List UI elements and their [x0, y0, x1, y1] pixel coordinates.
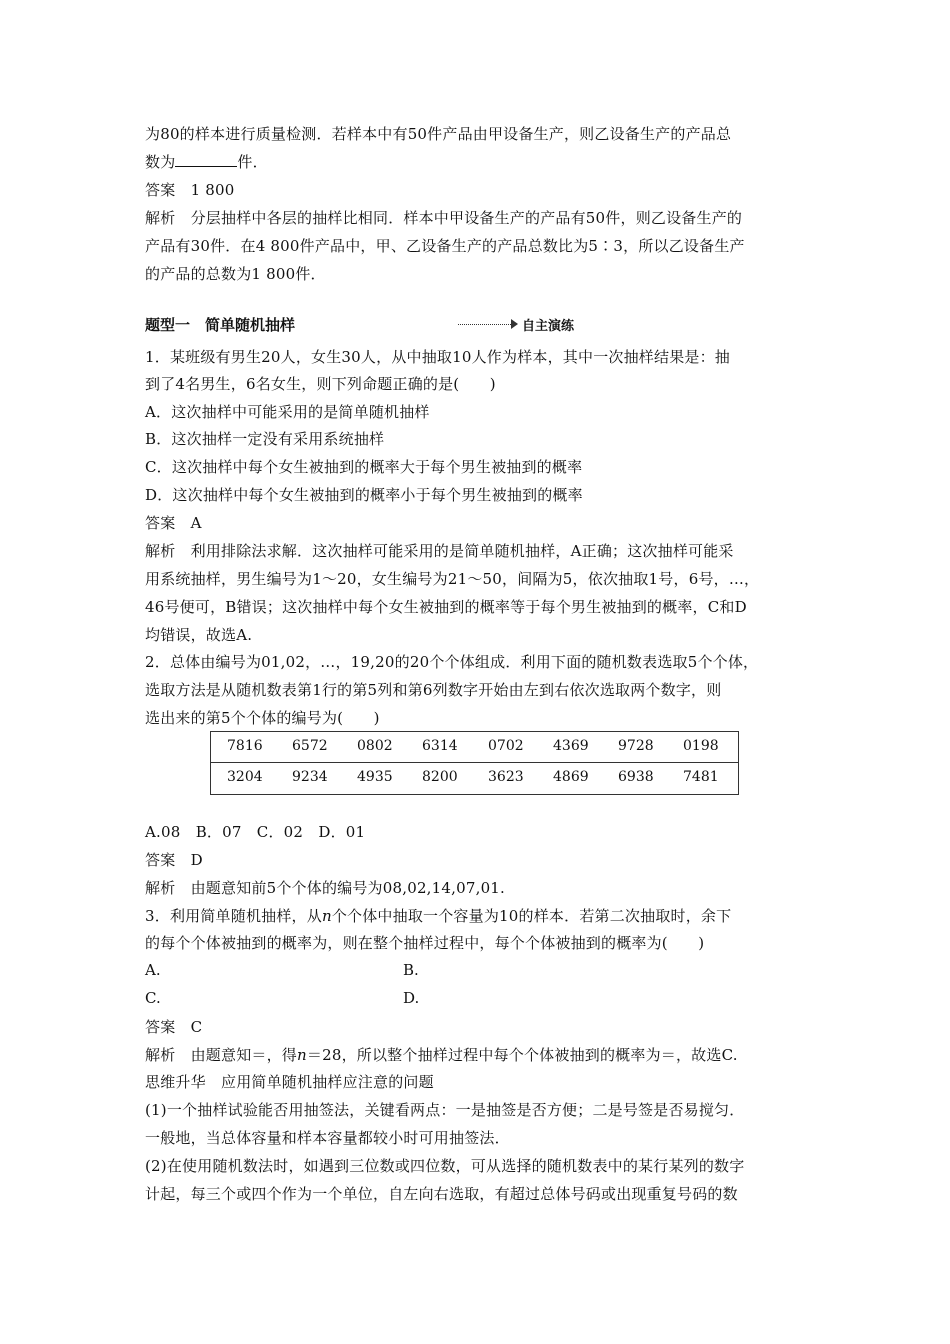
q1-answer: 答案 A: [145, 514, 202, 532]
q2-answer: 答案 D: [145, 851, 203, 869]
table-cell: 4369: [553, 738, 589, 754]
section-title: 题型一 简单随机抽样: [145, 316, 296, 334]
q3-stem-2: 的每个个体被抽到的概率为，则在整个抽样过程中，每个个体被抽到的概率为( ): [145, 934, 705, 952]
table-cell: 0702: [488, 738, 524, 754]
q1-option-d: D．这次抽样中每个女生被抽到的概率小于每个男生被抽到的概率: [145, 486, 583, 504]
q3-answer: 答案 C: [145, 1018, 203, 1036]
q3-option-a: A.: [145, 961, 161, 979]
table-cell: 0802: [357, 738, 393, 754]
arrow-head-icon: [511, 319, 518, 329]
table-cell: 4935: [357, 769, 393, 785]
q2-stem-2: 选取方法是从随机数表第1行的第5列和第6列数字开始由左到右依次选取两个数字，则: [145, 681, 722, 699]
table-cell: 6938: [618, 769, 654, 785]
q3-option-c: C.: [145, 989, 161, 1007]
q1-stem-2: 到了4名男生，6名女生，则下列命题正确的是( ): [145, 375, 496, 393]
table-cell: 8200: [422, 769, 458, 785]
tips-p1-line-2: 一般地，当总体容量和样本容量都较小时可用抽签法．: [145, 1129, 510, 1147]
intro-answer: 答案 1 800: [145, 181, 235, 199]
q3-var-n: n: [321, 907, 332, 925]
random-number-table: [210, 731, 739, 795]
tips-p2-line-1: (2)在使用随机数法时，如遇到三位数或四位数，可从选择的随机数表中的某行某列的数字: [145, 1157, 745, 1175]
table-cell: 4869: [553, 769, 589, 785]
table-cell: 6314: [422, 738, 458, 754]
q3-analysis: [145, 1045, 815, 1065]
table-cell: 6572: [292, 738, 328, 754]
dotted-arrow-line: [458, 324, 513, 325]
q1-stem-1: 1．某班级有男生20人，女生30人，从中抽取10人作为样本，其中一次抽样结果是：抽: [145, 348, 731, 366]
intro-analysis-2: 产品有30件．在4 800件产品中，甲、乙设备生产的产品总数比为5∶3，所以乙设备生产: [145, 237, 745, 255]
table-cell: 9728: [618, 738, 654, 754]
table-cell: 3204: [227, 769, 263, 785]
q1-analysis-3: 46号便可，B错误；这次抽样中每个女生被抽到的概率等于每个男生被抽到的概率，C和D: [145, 598, 747, 616]
table-row: [211, 732, 738, 763]
table-cell: 7481: [683, 769, 719, 785]
table-cell: 0198: [683, 738, 719, 754]
intro-line-2: [145, 152, 815, 172]
q3-option-b: B.: [403, 961, 419, 979]
answer-blank: [175, 152, 237, 167]
q3-analysis-b: ＝28，所以整个抽样过程中每个个体被抽到的概率为＝，故选C.: [306, 1046, 738, 1064]
tips-p2-line-2: 计起，每三个或四个作为一个单位，自左向右选取，有超过总体号码或出现重复号码的数: [145, 1185, 738, 1203]
table-row: [211, 763, 738, 793]
q2-options: A.08 B．07 C．02 D．01: [145, 823, 366, 841]
intro-analysis-1: 解析 分层抽样中各层的抽样比相同．样本中甲设备生产的产品有50件，则乙设备生产的: [145, 209, 743, 227]
q1-option-a: A．这次抽样中可能采用的是简单随机抽样: [145, 403, 430, 421]
section-heading: [145, 314, 575, 336]
q3-analysis-a: 解析 由题意知＝，得: [145, 1046, 298, 1064]
q1-analysis-4: 均错误，故选A.: [145, 626, 253, 644]
q2-analysis: 解析 由题意知前5个个体的编号为08,02,14,07,01.: [145, 879, 506, 897]
q3-option-d: D.: [403, 989, 420, 1007]
intro-line-1: 为80的样本进行质量检测．若样本中有50件产品由甲设备生产，则乙设备生产的产品总: [145, 125, 732, 143]
q3-stem-1a: 3．利用简单随机抽样，从: [145, 907, 322, 925]
q1-option-b: B．这次抽样一定没有采用系统抽样: [145, 430, 385, 448]
table-cell: 3623: [488, 769, 524, 785]
table-cell: 7816: [227, 738, 263, 754]
q3-analysis-var-n: n: [297, 1046, 307, 1064]
intro-line-2-suffix: 件．: [237, 153, 268, 171]
tips-title: 思维升华 应用简单随机抽样应注意的问题: [145, 1073, 434, 1091]
q1-analysis-2: 用系统抽样，男生编号为1～20，女生编号为21～50，间隔为5，依次抽取1号，6号，…，: [145, 570, 760, 588]
q2-stem-3: 选出来的第5个个体的编号为( ): [145, 709, 380, 727]
q3-stem-1b: 个个体中抽取一个容量为10的样本．若第二次抽取时，余下: [331, 907, 732, 925]
q1-option-c: C．这次抽样中每个女生被抽到的概率大于每个男生被抽到的概率: [145, 458, 583, 476]
q1-analysis-1: 解析 利用排除法求解．这次抽样可能采用的是简单随机抽样，A正确；这次抽样可能采: [145, 542, 734, 560]
intro-line-2-prefix: 数为: [145, 153, 176, 171]
table-cell: 9234: [292, 769, 328, 785]
q2-stem-1: 2．总体由编号为01,02，…，19,20的20个个体组成．利用下面的随机数表选取5个个体，: [145, 653, 759, 671]
q3-stem-1: [145, 906, 815, 926]
tips-p1-line-1: (1)一个抽样试验能否用抽签法，关键看两点：一是抽签是否方便；二是号签是否易搅匀．: [145, 1101, 745, 1119]
section-tag: 自主演练: [522, 319, 575, 334]
intro-analysis-3: 的产品的总数为1 800件．: [145, 265, 326, 283]
